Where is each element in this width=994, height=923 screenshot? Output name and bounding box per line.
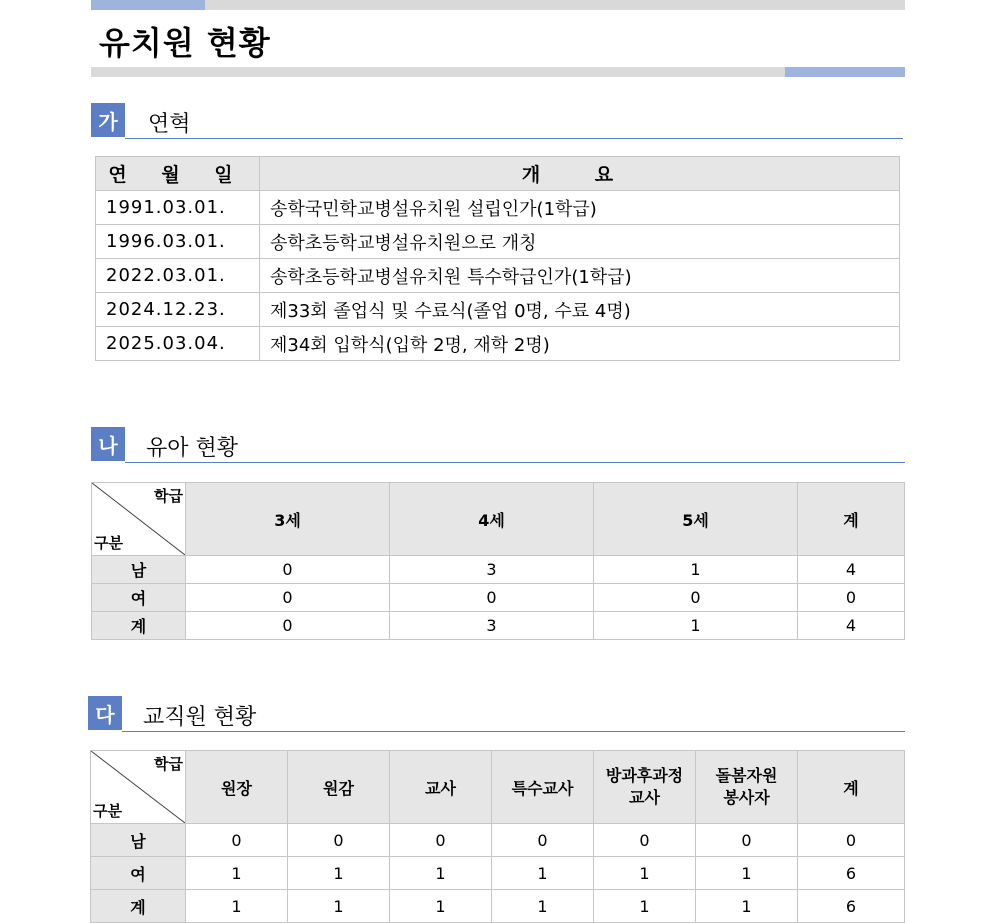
section-title-staff: 교직원 현황 (143, 705, 257, 730)
table-cell: 1 (288, 857, 390, 890)
staff-header-row (91, 751, 905, 824)
table-row (96, 293, 900, 327)
table-cell: 0 (492, 824, 594, 857)
table-cell: 0 (594, 584, 798, 612)
table-row (92, 584, 905, 612)
history-header-desc: 개 요 (260, 157, 900, 191)
table-cell: 0 (390, 584, 594, 612)
history-desc: 송학초등학교병설유치원으로 개칭 (260, 225, 900, 259)
corner-label-category: 구분 (94, 534, 123, 552)
corner-label-class: 학급 (154, 487, 183, 505)
history-date: 1996.03.01. (96, 225, 260, 259)
children-col-header: 5세 (594, 483, 798, 556)
row-label: 남 (91, 824, 186, 857)
children-col-header: 3세 (186, 483, 390, 556)
table-row (92, 612, 905, 640)
title-underline-bar (91, 67, 905, 77)
table-cell: 0 (798, 824, 905, 857)
staff-table (90, 750, 905, 923)
table-cell: 1 (288, 890, 390, 923)
section-badge-history: 가 (91, 103, 125, 137)
table-cell: 3 (390, 556, 594, 584)
history-desc: 제34회 입학식(입학 2명, 재학 2명) (260, 327, 900, 361)
history-date: 2022.03.01. (96, 259, 260, 293)
staff-corner-cell (91, 751, 186, 824)
table-cell: 0 (696, 824, 798, 857)
section-title-history: 연혁 (148, 112, 191, 137)
staff-col-header: 교사 (390, 751, 492, 824)
table-row (96, 225, 900, 259)
table-cell: 1 (390, 890, 492, 923)
history-header-row (96, 157, 900, 191)
history-table (95, 156, 900, 361)
table-cell: 0 (798, 584, 905, 612)
staff-col-header: 돌봄자원 봉사자 (696, 751, 798, 824)
table-cell: 1 (186, 890, 288, 923)
history-date: 1991.03.01. (96, 191, 260, 225)
table-cell: 1 (492, 890, 594, 923)
table-cell: 1 (696, 890, 798, 923)
top-decor-accent (91, 0, 205, 10)
row-label: 여 (91, 857, 186, 890)
table-cell: 0 (288, 824, 390, 857)
table-cell: 4 (798, 556, 905, 584)
section-badge-staff: 다 (88, 696, 122, 730)
children-corner-cell (92, 483, 186, 556)
table-row (96, 259, 900, 293)
table-row (91, 857, 905, 890)
table-cell: 0 (186, 556, 390, 584)
row-label: 남 (92, 556, 186, 584)
table-cell: 0 (390, 824, 492, 857)
table-cell: 0 (186, 824, 288, 857)
corner-label-category: 구분 (93, 802, 122, 820)
table-cell: 1 (594, 556, 798, 584)
section-badge-children: 나 (91, 427, 125, 461)
children-col-header: 4세 (390, 483, 594, 556)
top-decor-bar (91, 0, 905, 10)
table-cell: 1 (390, 857, 492, 890)
table-cell: 4 (798, 612, 905, 640)
history-desc: 송학국민학교병설유치원 설립인가(1학급) (260, 191, 900, 225)
corner-label-class: 학급 (154, 755, 183, 773)
children-header-row (92, 483, 905, 556)
staff-col-header: 원감 (288, 751, 390, 824)
table-row (92, 556, 905, 584)
history-date: 2024.12.23. (96, 293, 260, 327)
section-line-staff (122, 731, 905, 732)
table-cell: 6 (798, 857, 905, 890)
staff-col-header: 원장 (186, 751, 288, 824)
children-col-header: 계 (798, 483, 905, 556)
table-cell: 1 (186, 857, 288, 890)
table-cell: 6 (798, 890, 905, 923)
table-row (91, 890, 905, 923)
history-header-date: 연 월 일 (96, 157, 260, 191)
table-cell: 0 (594, 824, 696, 857)
staff-col-header: 계 (798, 751, 905, 824)
section-line-history (125, 138, 903, 139)
section-title-children: 유아 현황 (146, 436, 239, 461)
table-cell: 1 (594, 890, 696, 923)
table-cell: 1 (594, 857, 696, 890)
children-table (91, 482, 905, 640)
history-desc: 송학초등학교병설유치원 특수학급인가(1학급) (260, 259, 900, 293)
table-cell: 1 (696, 857, 798, 890)
table-row (91, 824, 905, 857)
table-cell: 0 (186, 584, 390, 612)
title-underline-accent (785, 67, 905, 77)
table-cell: 3 (390, 612, 594, 640)
staff-col-header: 특수교사 (492, 751, 594, 824)
section-line-children (125, 462, 905, 463)
table-cell: 1 (492, 857, 594, 890)
table-row (96, 327, 900, 361)
history-date: 2025.03.04. (96, 327, 260, 361)
staff-col-header: 방과후과정 교사 (594, 751, 696, 824)
row-label: 계 (92, 612, 186, 640)
table-row (96, 191, 900, 225)
table-cell: 1 (594, 612, 798, 640)
table-cell: 0 (186, 612, 390, 640)
history-desc: 제33회 졸업식 및 수료식(졸업 0명, 수료 4명) (260, 293, 900, 327)
page-title: 유치원 현황 (99, 24, 271, 62)
row-label: 계 (91, 890, 186, 923)
row-label: 여 (92, 584, 186, 612)
